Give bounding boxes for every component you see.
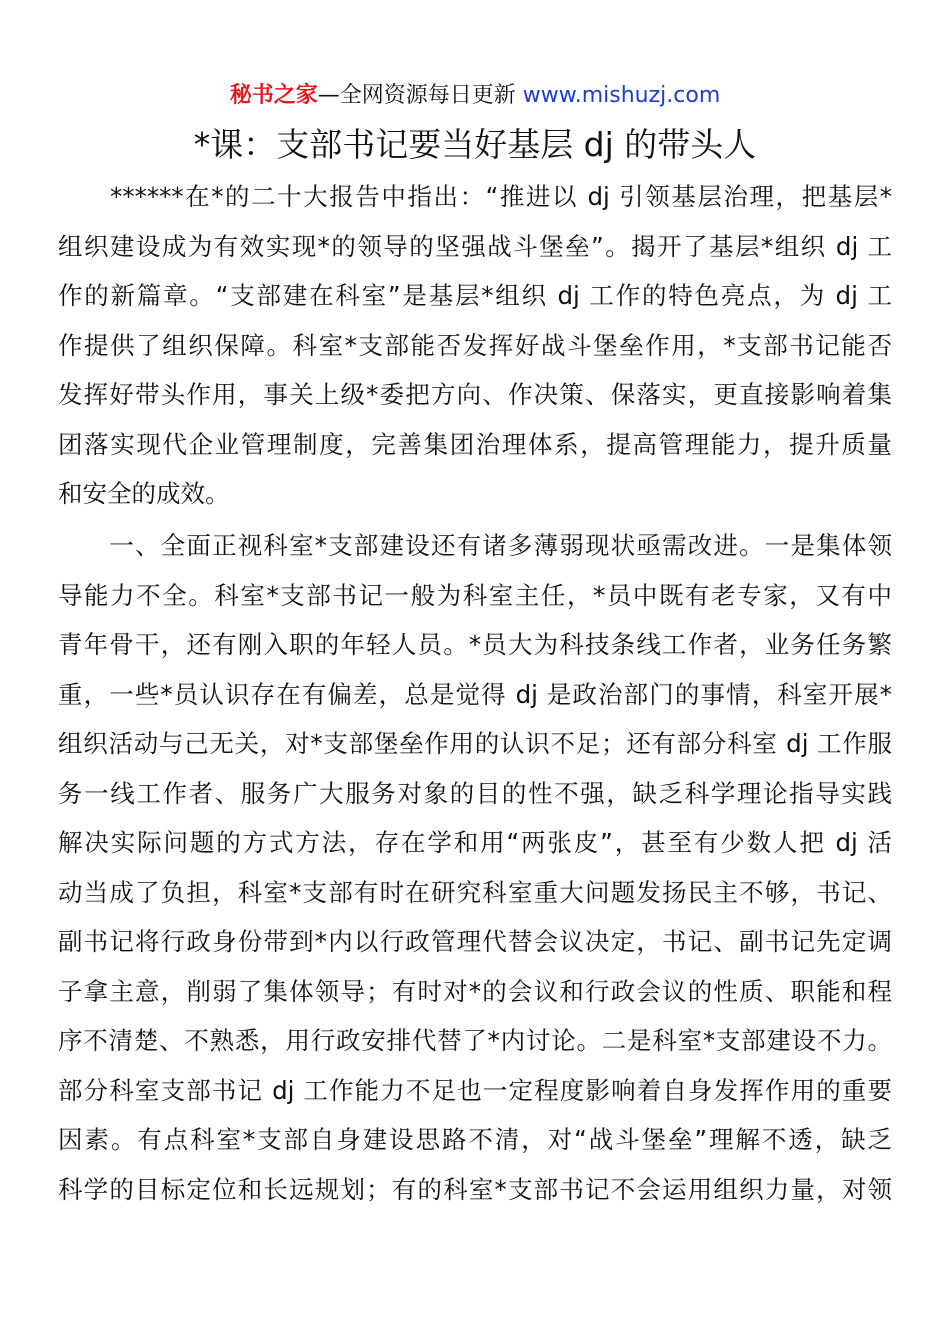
paragraph-2 (58, 521, 892, 1214)
site-url[interactable]: www.mishuzj.com (522, 83, 721, 108)
text-line: 科学的目标定位和长远规划；有的科室*支部书记不会运用组织力量，对领 (58, 1174, 892, 1204)
text-line: 团落实现代企业管理制度，完善集团治理体系，提高管理能力，提升质量 (58, 429, 892, 459)
text-line: 作的新篇章。“支部建在科室”是基层*组织 dj 工作的特色亮点，为 dj 工 (58, 281, 892, 310)
brand-name: 秘书之家 (229, 83, 318, 108)
site-header (0, 80, 950, 112)
text-line: 发挥好带头作用，事关上级*委把方向、作决策、保落实，更直接影响着集 (58, 380, 892, 409)
text-line: 序不清楚、不熟悉，用行政安排代替了*内讨论。二是科室*支部建设不力。 (58, 1026, 892, 1055)
text-line: 因素。有点科室*支部自身建设思路不清，对“战斗堡垒”理解不透，缺乏 (58, 1125, 892, 1154)
text-line: 子拿主意，削弱了集体领导；有时对*的会议和行政会议的性质、职能和程 (58, 976, 892, 1006)
text-line: 务一线工作者、服务广大服务对象的目的性不强，缺乏科学理论指导实践 (58, 778, 892, 808)
text-line: 副书记将行政身份带到*内以行政管理代替会议决定，书记、副书记先定调 (58, 927, 892, 956)
text-line: 一、全面正视科室*支部建设还有诸多薄弱现状亟需改进。一是集体领 (58, 531, 892, 560)
text-line: 导能力不全。科室*支部书记一般为科室主任，*员中既有老专家，又有中 (58, 580, 892, 610)
text-line: 动当成了负担，科室*支部有时在研究科室重大问题发扬民主不够，书记、 (58, 877, 892, 907)
text-line: 重，一些*员认识存在有偏差，总是觉得 dj 是政治部门的事情，科室开展* (58, 679, 892, 709)
text-line: 青年骨干，还有刚入职的年轻人员。*员大为科技条线工作者，业务任务繁 (58, 630, 892, 659)
text-line: 和安全的成效。 (58, 479, 230, 508)
text-line: 组织建设成为有效实现*的领导的坚强战斗堡垒”。揭开了基层*组织 dj 工 (58, 231, 892, 261)
text-line: 组织活动与己无关，对*支部堡垒作用的认识不足；还有部分科室 dj 工作服 (58, 729, 892, 758)
text-line: 解决实际问题的方式方法，存在学和用“两张皮”，甚至有少数人把 dj 活 (58, 828, 892, 857)
header-tagline: —全网资源每日更新 (317, 83, 516, 108)
text-line: 作提供了组织保障。科室*支部能否发挥好战斗堡垒作用，*支部书记能否 (58, 330, 892, 360)
text-line: ******在*的二十大报告中指出：“推进以 dj 引领基层治理，把基层* (58, 182, 892, 211)
paragraph-1 (58, 172, 892, 519)
text-line: 部分科室支部书记 dj 工作能力不足也一定程度影响着自身发挥作用的重要 (58, 1075, 892, 1105)
document-title: *课：支部书记要当好基层 dj 的带头人 (193, 125, 757, 164)
